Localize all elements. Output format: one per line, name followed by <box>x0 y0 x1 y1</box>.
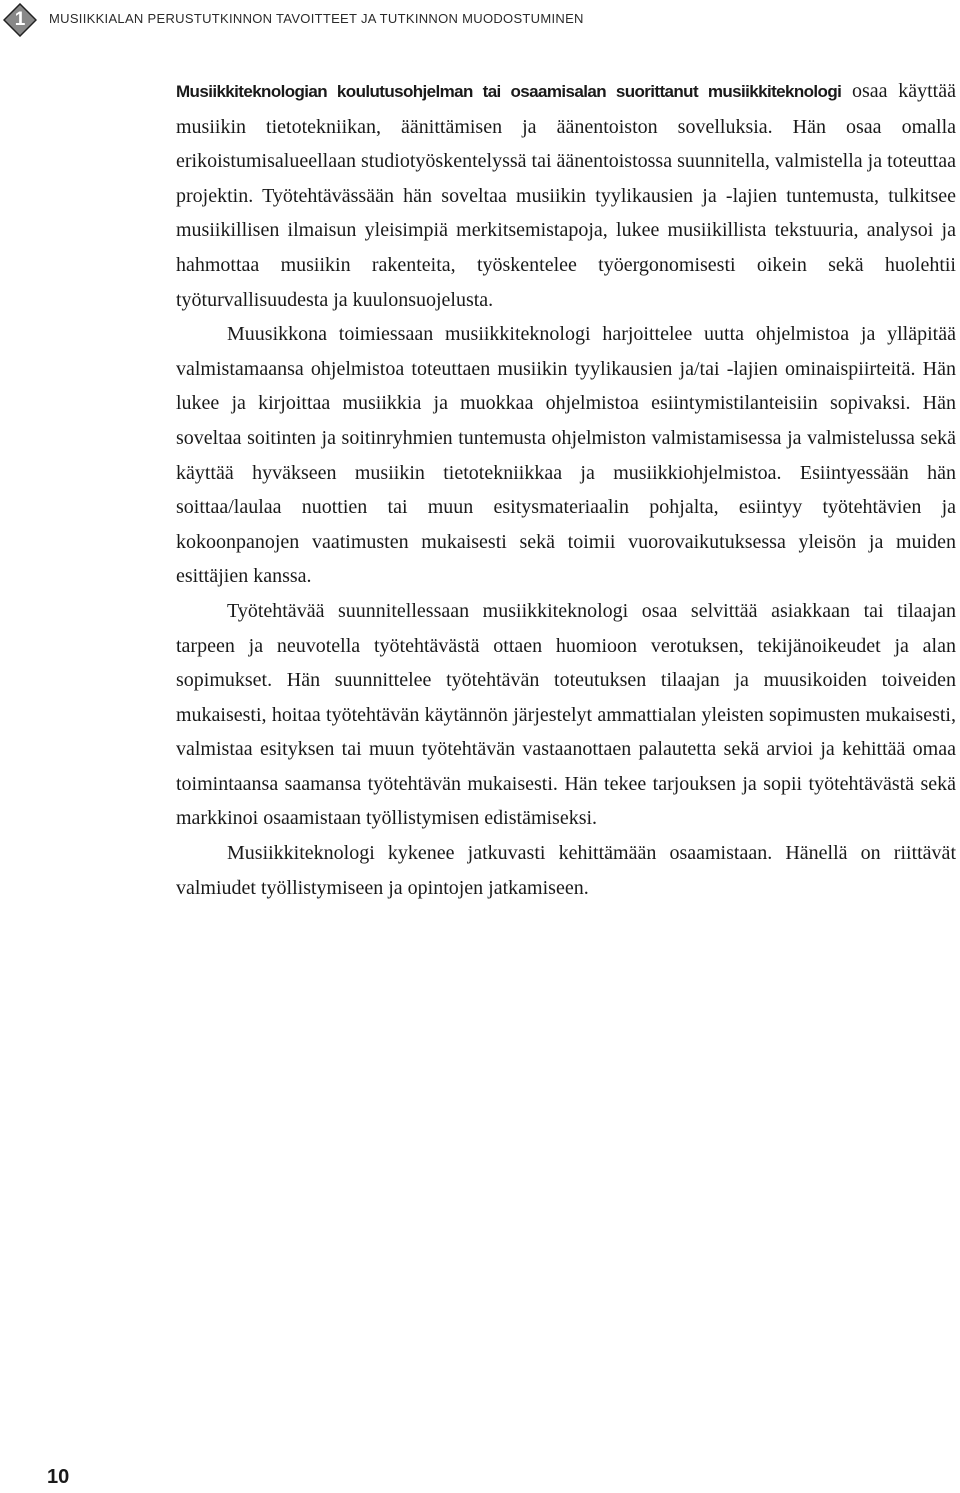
page-header <box>0 0 960 40</box>
chapter-number: 1 <box>14 9 26 30</box>
paragraph-1-text: osaa käyttää musiikin tietotekniikan, äänittämisen ja äänentoiston sovelluksia. Hän osaa omalla erikoistumisalueellaan studiotyöskentelyssä tai äänentoistossa suunnitella, valmistella ja toteuttaa projektin. Työtehtävässään hän soveltaa musiikin tyylikausien ja -lajien tuntemusta, tulkitsee musiikillisen ilmaisun yleisimpiä merkitsemistapoja, lukee musiikillista tekstuuria, analysoi ja hahmottaa musiikin rakenteita, työskentelee työergonomisesti oikein sekä huolehtii työturvallisuudesta ja kuulonsuojelusta. <box>176 80 956 311</box>
paragraph-3: Työtehtävää suunnitellessaan musiikkiteknologi osaa selvittää asiakkaan tai tilaajan tarpeen ja neuvotella työtehtävästä ottaen huomioon verotuksen, tekijänoikeudet ja alan sopimukset. Hän suunnittelee työtehtävän toteutuksen tilaajan ja muusikoiden toiveiden mukaisesti, hoitaa työtehtävän käytännön järjestelyt ammattialan yleisten sopimusten mukaisesti, valmistaa esityksen tai muun työtehtävän vastaanottaen palautetta sekä arvioi ja kehittää omaa toimintaansa saamansa työtehtävän mukaisesti. Hän tekee tarjouksen ja sopii työtehtävästä sekä markkinoi osaamistaan työllistymisen edistämiseksi. <box>176 599 956 830</box>
body-text <box>176 74 956 905</box>
page-number: 10 <box>47 1466 70 1488</box>
running-title: MUSIIKKIALAN PERUSTUTKINNON TAVOITTEET JA TUTKINNON MUODOSTUMINEN <box>49 11 584 26</box>
paragraph-2: Muusikkona toimiessaan musiikkiteknologi harjoittelee uutta ohjelmistoa ja ylläpitää valmistamaansa ohjelmistoa toteuttaen musiikin tyylikausien ja/tai -lajien ominaispiirteitä. Hän lukee ja kirjoittaa musiikkia ja muokkaa ohjelmistoa esiintymistilanteisiin sopivaksi. Hän soveltaa soitinten ja soitinryhmien tuntemusta ohjelmiston valmistamisessa ja valmistelussa sekä käyttää hyväkseen musiikin tietotekniikkaa ja musiikkiohjelmistoa. Esiintyessään hän soittaa/laulaa nuottien tai muun esitysmateriaalin pohjalta, esiintyy työtehtävien ja kokoonpanojen vaatimusten mukaisesti sekä toimii vuorovaikutuksessa yleisön ja muiden esittäjien kanssa. <box>176 323 956 588</box>
paragraph-1 <box>176 74 956 317</box>
paragraph-4: Musiikkiteknologi kykenee jatkuvasti kehittämään osaamistaan. Hänellä on riittävät valmiudet työllistymiseen ja opintojen jatkamiseen. <box>176 842 956 899</box>
chapter-badge <box>3 3 37 37</box>
paragraph-1-lead: Musiikkiteknologian koulutusohjelman tai osaamisalan suorittanut musiikkiteknologi <box>176 82 842 101</box>
